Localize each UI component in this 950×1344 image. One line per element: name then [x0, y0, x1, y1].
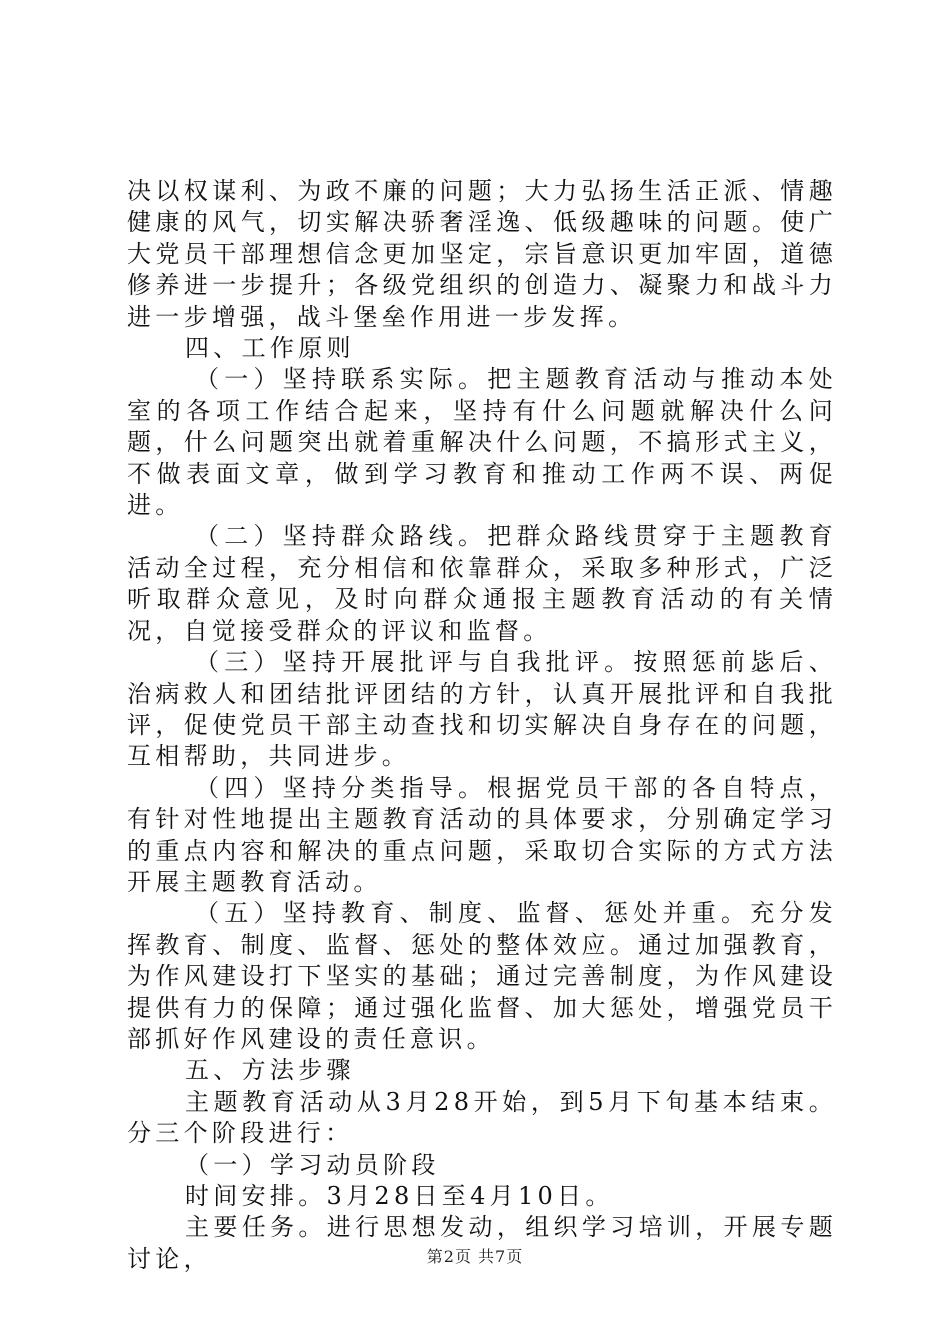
paragraph-principle-2: （二）坚持群众路线。把群众路线贯穿于主题教育活动全过程，充分相信和依靠群众，采取多种形式，广泛听取群众意见，及时向群众通报主题教育活动的有关情况，自觉接受群众的评议和监督。 [127, 522, 837, 645]
subheading-stage-1: （一）学习动员阶段 [185, 1150, 440, 1179]
paragraph-principle-4: （四）坚持分类指导。根据党员干部的各自特点，有针对性地提出主题教育活动的具体要求，分别确定学习的重点内容和解决的重点问题，采取切合实际的方式方法开展主题教育活动。 [127, 773, 837, 896]
paragraph-goals-continued: 决以权谋利、为政不廉的问题；大力弘扬生活正派、情趣健康的风气，切实解决骄奢淫逸、低级趣味的问题。使广大党员干部理想信念更加坚定，宗旨意识更加牢固，道德修养进一步提升；各级党组织的创造力、凝聚力和战斗力进一步增强，战斗堡垒作用进一步发挥。 [127, 177, 837, 331]
paragraph-principle-5: （五）坚持教育、制度、监督、惩处并重。充分发挥教育、制度、监督、惩处的整体效应。通过加强教育，为作风建设打下坚实的基础；通过完善制度，为作风建设提供有力的保障；通过强化监督、加大惩处，增强党员干部抓好作风建设的责任意识。 [127, 899, 837, 1053]
paragraph-principle-3: （三）坚持开展批评与自我批评。按照惩前毖后、治病救人和团结批评团结的方针，认真开展批评和自我批评，促使党员干部主动查找和切实解决自身存在的问题，互相帮助，共同进步。 [127, 648, 837, 771]
paragraph-principle-1: （一）坚持联系实际。把主题教育活动与推动本处室的各项工作结合起来，坚持有什么问题就解决什么问题，什么问题突出就着重解决什么问题，不搞形式主义，不做表面文章，做到学习教育和推动工作两不误、两促进。 [127, 365, 837, 520]
body-text [127, 176, 837, 1275]
page-number-footer: 第2页 共7页 [426, 1247, 524, 1266]
paragraph-main-tasks: 主要任务。进行思想发动，组织学习培训，开展专题讨论， [127, 1213, 837, 1273]
paragraph-steps-intro: 主题教育活动从3月28开始，到5月下旬基本结束。分三个阶段进行： [127, 1087, 837, 1148]
paragraph-schedule: 时间安排。3月28日至4月10日。 [185, 1182, 614, 1210]
section-heading-principles: 四、工作原则 [185, 334, 355, 363]
section-heading-steps: 五、方法步骤 [185, 1056, 355, 1085]
